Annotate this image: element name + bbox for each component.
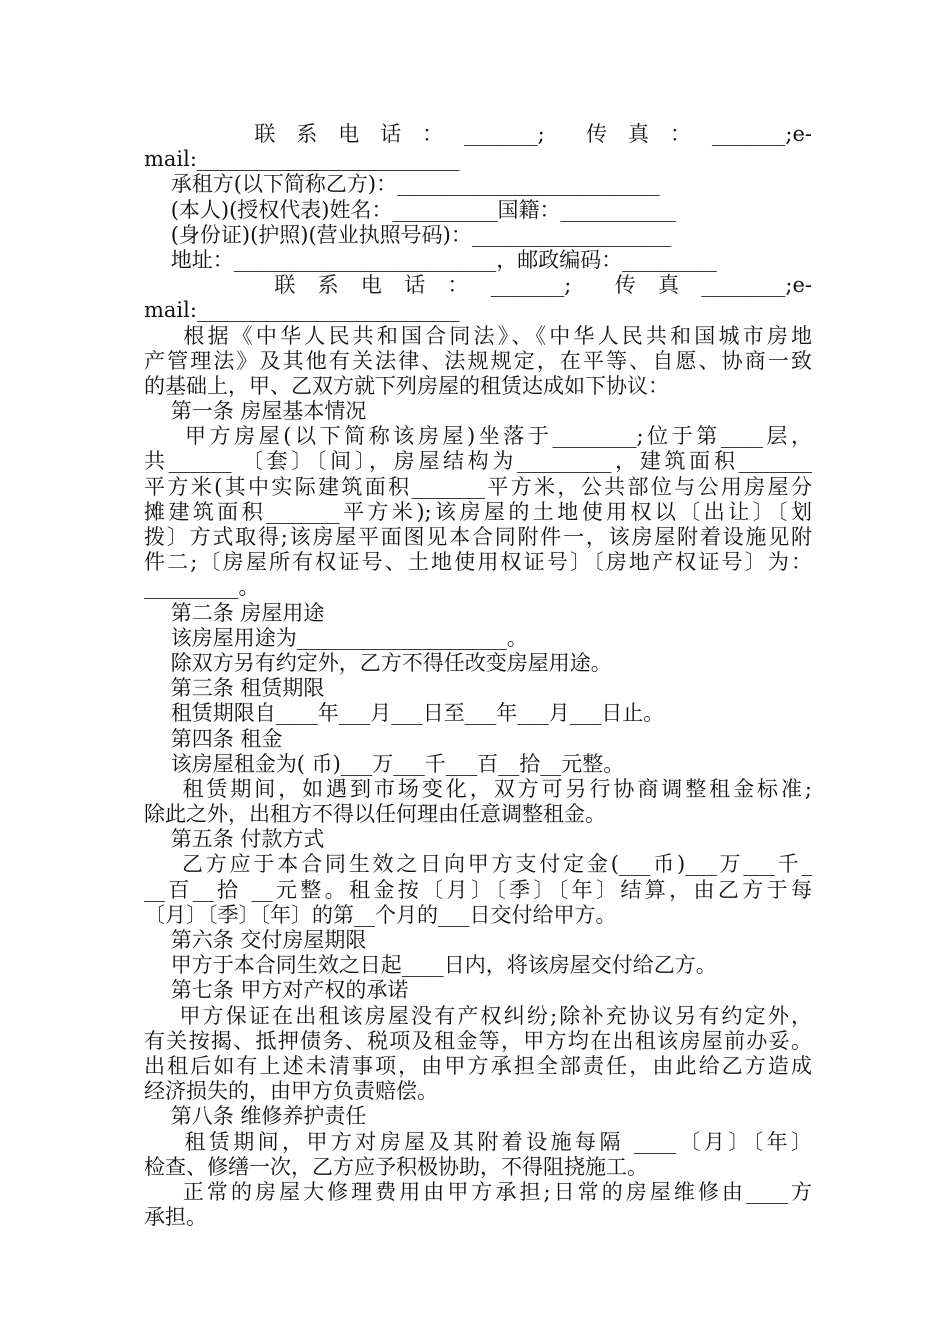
document-line: mail:_________________________ — [144, 147, 460, 172]
document-line: 平方米(其中实际建筑面积_______平方米，公共部位与公用房屋分 — [144, 474, 812, 499]
document-line: 〔月〕〔季〕〔年〕的第__个月的___日交付给甲方。 — [144, 902, 617, 927]
document-line: (身份证)(护照)(营业执照号码)：___________________ — [144, 222, 672, 247]
document-line: 租赁期间，如遇到市场变化，双方可另行协商调整租金标准; — [144, 776, 812, 801]
document-line: 租赁期限自____年___月___日至___年___月___日止。 — [144, 701, 665, 726]
document-body — [144, 122, 812, 1230]
document-line: 第一条 房屋基本情况 — [144, 399, 367, 424]
document-line: 联 系 电 话 ： _______; 传 真 ________;e- — [144, 273, 812, 298]
document-line: 第八条 维修养护责任 — [144, 1104, 367, 1129]
document-line: mail:_________________________ — [144, 298, 460, 323]
document-line: 根据《中华人民共和国合同法》、《中华人民共和国城市房地 — [144, 323, 812, 348]
document-line: 检查、修缮一次，乙方应予积极协助，不得阻挠施工。 — [144, 1154, 648, 1179]
document-line: 该房屋用途为____________________。 — [144, 625, 528, 650]
document-line: 第七条 甲方对产权的承诺 — [144, 978, 409, 1003]
document-line: 的基础上，甲、乙双方就下列房屋的租赁达成如下协议： — [144, 373, 669, 398]
document-line: 第六条 交付房屋期限 — [144, 928, 367, 952]
document-line: 第二条 房屋用途 — [144, 600, 325, 625]
document-line: 拨〕方式取得;该房屋平面图见本合同附件一，该房屋附着设施见附 — [144, 525, 812, 549]
document-line: 承租方(以下简称乙方)：_________________________ — [144, 172, 660, 197]
document-line: 第五条 付款方式 — [144, 827, 325, 852]
document-line: 甲方于本合同生效之日起____日内，将该房屋交付给乙方。 — [144, 953, 717, 978]
document-line: 该房屋租金为( 币)___万___千___百__拾__元整。 — [144, 751, 625, 776]
document-line: 租赁期间，甲方对房屋及其附着设施每隔 ____〔月〕〔年〕 — [144, 1129, 812, 1154]
document-line: 地址：_________________________，邮政编码：_________ — [144, 247, 717, 272]
document-line: 甲方保证在出租该房屋没有产权纠纷;除补充协议另有约定外， — [144, 1003, 812, 1028]
document-line: 件二;〔房屋所有权证号、土地使用权证号〕〔房地产权证号〕为： — [144, 550, 812, 575]
document-line: _________。 — [144, 575, 260, 600]
document-line: 正常的房屋大修理费用由甲方承担;日常的房屋维修由____方 — [144, 1179, 812, 1204]
document-line: 除此之外，出租方不得以任何理由任意调整租金。 — [144, 802, 606, 827]
document-line: (本人)(授权代表)姓名：__________国籍：___________ — [144, 197, 676, 222]
document-line: 乙方应于本合同生效之日向甲方支付定金(___币)___万___千_ — [144, 852, 812, 877]
document-line: 产管理法》及其他有关法律、法规规定，在平等、自愿、协商一致 — [144, 348, 812, 373]
document-line: 承担。 — [144, 1205, 207, 1230]
document-line: 摊建筑面积_______平方米);该房屋的土地使用权以〔出让〕〔划 — [144, 499, 812, 524]
document-line: 第三条 租赁期限 — [144, 676, 325, 701]
document-line: 经济损失的，由甲方负责赔偿。 — [144, 1079, 438, 1104]
document-line: 联 系 电 话 ： _______; 传 真 ： _______;e- — [144, 122, 812, 146]
document-line: 甲方房屋(以下简称该房屋)坐落于________;位于第____层， — [144, 424, 812, 449]
document-line: 出租后如有上述未清事项，由甲方承担全部责任，由此给乙方造成 — [144, 1053, 812, 1078]
document-line: 有关按揭、抵押债务、税项及租金等，甲方均在出租该房屋前办妥。 — [144, 1028, 812, 1053]
document-line: 共______ 〔套〕〔间〕，房屋结构为_________，建筑面积_______ — [144, 449, 812, 474]
document-line: __百__拾 __元整。租金按〔月〕〔季〕〔年〕结算，由乙方于每 — [144, 877, 812, 902]
document-line: 第四条 租金 — [144, 726, 283, 751]
document-line: 除双方另有约定外，乙方不得任改变房屋用途。 — [144, 650, 612, 675]
